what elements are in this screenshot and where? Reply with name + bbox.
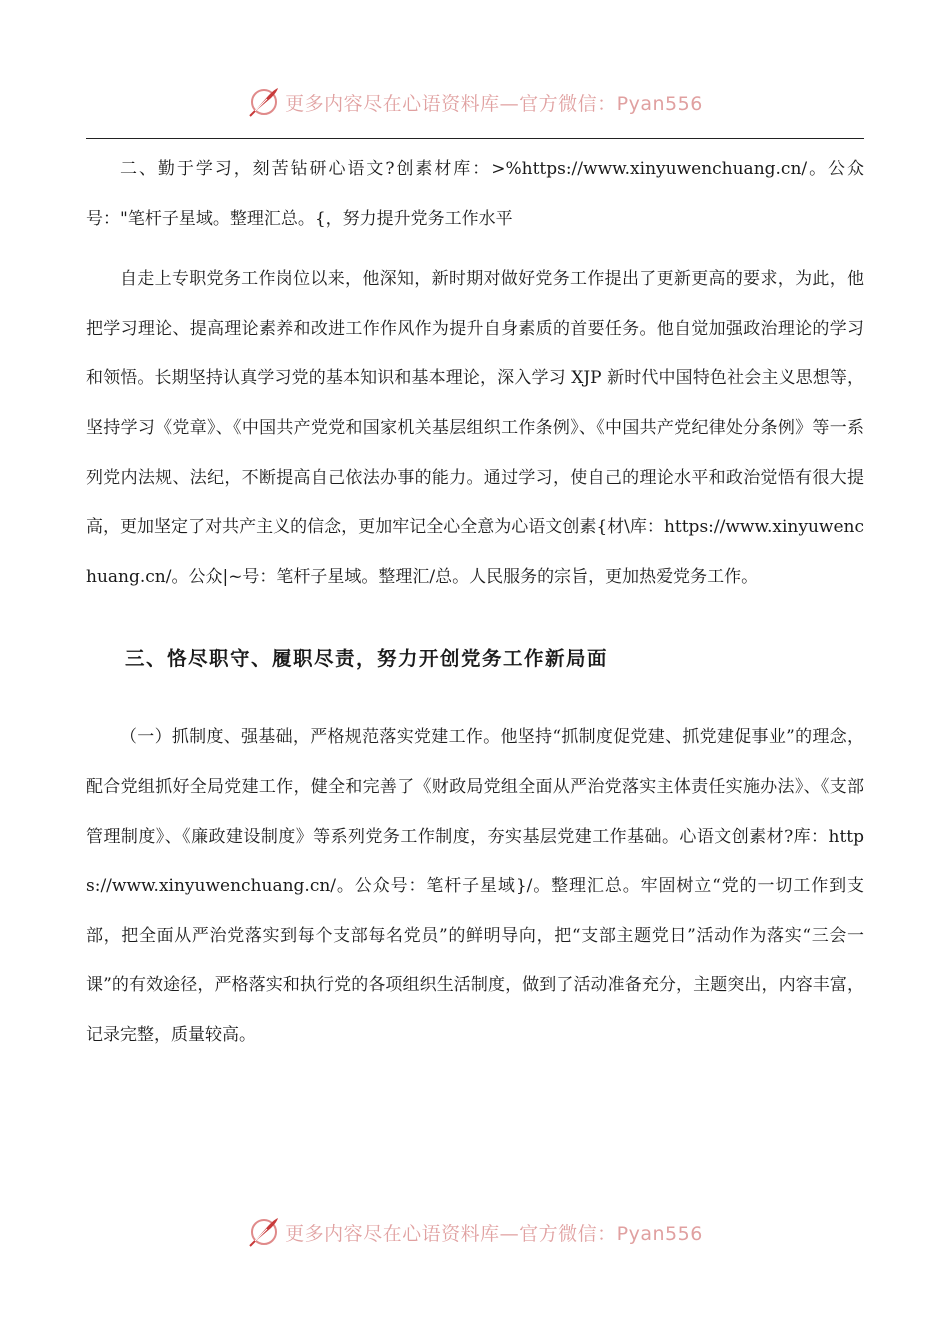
footer-banner <box>0 1210 950 1254</box>
section-heading-3: 三、恪尽职守、履职尽责，努力开创党务工作新局面 <box>125 647 609 671</box>
quill-pen-logo-icon <box>247 1215 281 1249</box>
quill-pen-logo-icon <box>247 85 281 119</box>
document-body <box>86 145 864 1061</box>
paragraph-theory: 自走上专职党务工作岗位以来，他深知，新时期对做好党务工作提出了更新更高的要求，为此，他把学习理论、提高理论素养和改进工作作风作为提升自身素质的首要任务。他自觉加强政治理论的学习和领悟。长期坚持认真学习党的基本知识和基本理论，深入学习 XJP 新时代中国特色社会主义思想等，坚持学习《党章》、《中国共产党党和国家机关基层组织工作条例》、《中国共产党纪律处分条例》等一系列党内法规、法纪，不断提高自己依法办事的能力。通过学习，使自己的理论水平和政治觉悟有很大提高，更加坚定了对共产主义的信念，更加牢记全心全意为心语文创素{材\库：https://www.xinyuwenchuang.cn/。公众|~号：笔杆子星域。整理汇/总。人民服务的宗旨，更加热爱党务工作。 <box>86 269 864 587</box>
paragraph-system: （一）抓制度、强基础，严格规范落实党建工作。他坚持“抓制度促党建、抓党建促事业”的理念，配合党组抓好全局党建工作，健全和完善了《财政局党组全面从严治党落实主体责任实施办法》、《支部管理制度》、《廉政建设制度》等系列党务工作制度，夯实基层党建工作基础。心语文创素材?库：https://www.xinyuwenchuang.cn/。公众号：笔杆子星域}/。整理汇总。牢固树立“党的一切工作到支部，把全面从严治党落实到每个支部每名党员”的鲜明导向，把“支部主题党日”活动作为落实“三会一课”的有效途径，严格落实和执行党的各项组织生活制度，做到了活动准备充分，主题突出，内容丰富，记录完整，质量较高。 <box>86 727 864 1045</box>
banner-text: 更多内容尽在心语资料库—官方微信：Pyan556 <box>285 92 703 115</box>
header-banner <box>0 80 950 124</box>
wechat-id: Pyan556 <box>616 1222 703 1245</box>
paragraph-study: 二、勤于学习，刻苦钻研心语文?创素材库：>%https://www.xinyuwenchuang.cn/。公众号："笔杆子星域。整理汇总。{，努力提升党务工作水平 <box>86 159 864 229</box>
header-divider <box>86 138 864 139</box>
wechat-id: Pyan556 <box>616 92 703 115</box>
banner-text: 更多内容尽在心语资料库—官方微信：Pyan556 <box>285 1222 703 1245</box>
